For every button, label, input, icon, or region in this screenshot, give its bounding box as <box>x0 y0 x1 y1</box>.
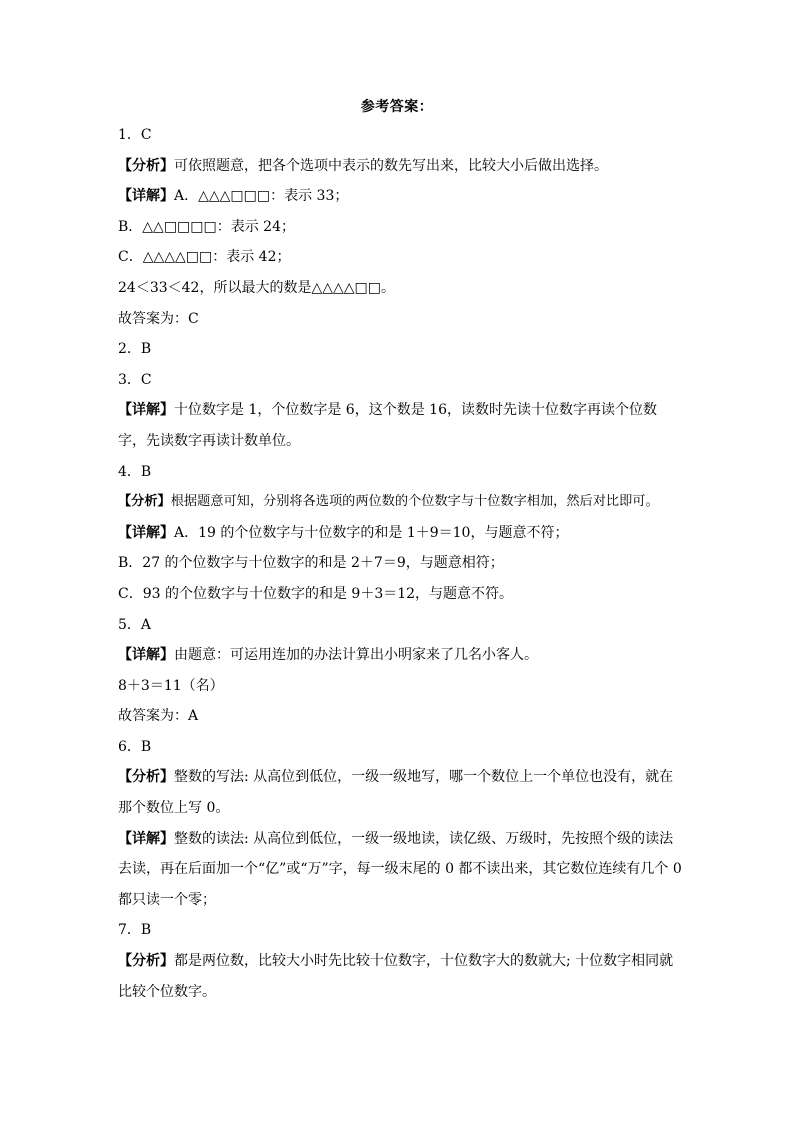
detail-line: 【详解】由题意：可运用连加的办法计算出小明家来了几名小客人。 <box>118 647 538 664</box>
option-line: C．93 的个位数字与十位数字的和是 9＋3＝12，与题意不符。 <box>118 585 514 602</box>
detail-line: 【详解】整数的读法: 从高位到低位，一级一级地读，读亿级、万级时，先按照个级的读法去读，再在后面加一个“亿”或“万”字，每一级末尾的 0 都不读出来，其它数位连续有几个 0 都只读一个零； <box>118 830 682 908</box>
detail-line: 【详解】A．19 的个位数字与十位数字的和是 1＋9＝10，与题意不符； <box>118 524 569 541</box>
analysis-tag: 【分析】 <box>118 769 174 786</box>
calculation-line: 8＋3＝11（名） <box>118 677 224 694</box>
detail-tag: 【详解】 <box>118 402 174 419</box>
option-line: B．27 的个位数字与十位数字的和是 2＋7＝9，与题意相符； <box>118 555 504 572</box>
detail-tag: 【详解】 <box>118 524 174 541</box>
option-line: B．△△□□□□：表示 24； <box>118 218 295 235</box>
answer-line: 7．B <box>118 922 152 939</box>
answer-content <box>118 120 684 1007</box>
analysis-line: 【分析】都是两位数，比较大小时先比较十位数字，十位数字大的数就大; 十位数字相同就比较个位数字。 <box>118 953 674 1000</box>
conclusion-line: 故答案为：C <box>118 310 199 327</box>
detail-line: 【详解】A．△△△□□□：表示 33； <box>118 188 349 205</box>
analysis-tag: 【分析】 <box>118 494 171 510</box>
detail-tag: 【详解】 <box>118 647 174 664</box>
analysis-line: 【分析】可依照题意，把各个选项中表示的数先写出来，比较大小后做出选择。 <box>118 157 608 174</box>
detail-line: 【详解】十位数字是 1，个位数字是 6，这个数是 16，读数时先读十位数字再读个位数字，先读数字再读计数单位。 <box>118 402 657 449</box>
detail-tag: 【详解】 <box>118 188 174 205</box>
answer-line: 2．B <box>118 341 152 358</box>
page-title: 参考答案： <box>360 99 434 115</box>
analysis-line: 【分析】整数的写法: 从高位到低位，一级一级地写，哪一个数位上一个单位也没有，就在那个数位上写 0。 <box>118 769 674 817</box>
option-line: C．△△△△□□：表示 42； <box>118 249 291 266</box>
detail-tag: 【详解】 <box>118 830 174 847</box>
analysis-tag: 【分析】 <box>118 953 174 970</box>
conclusion-line: 故答案为：A <box>118 708 199 725</box>
answer-line: 3．C <box>118 371 152 388</box>
comparison-line: 24＜33＜42，所以最大的数是△△△△□□。 <box>118 279 395 296</box>
answer-line: 1．C <box>118 127 152 143</box>
analysis-tag: 【分析】 <box>118 157 174 174</box>
answer-line: 4．B <box>118 463 152 480</box>
answer-line: 6．B <box>118 738 152 755</box>
analysis-line: 【分析】根据题意可知，分别将各选项的两位数的个位数字与十位数字相加，然后对比即可。 <box>118 494 659 510</box>
answer-line: 5．A <box>118 616 152 633</box>
